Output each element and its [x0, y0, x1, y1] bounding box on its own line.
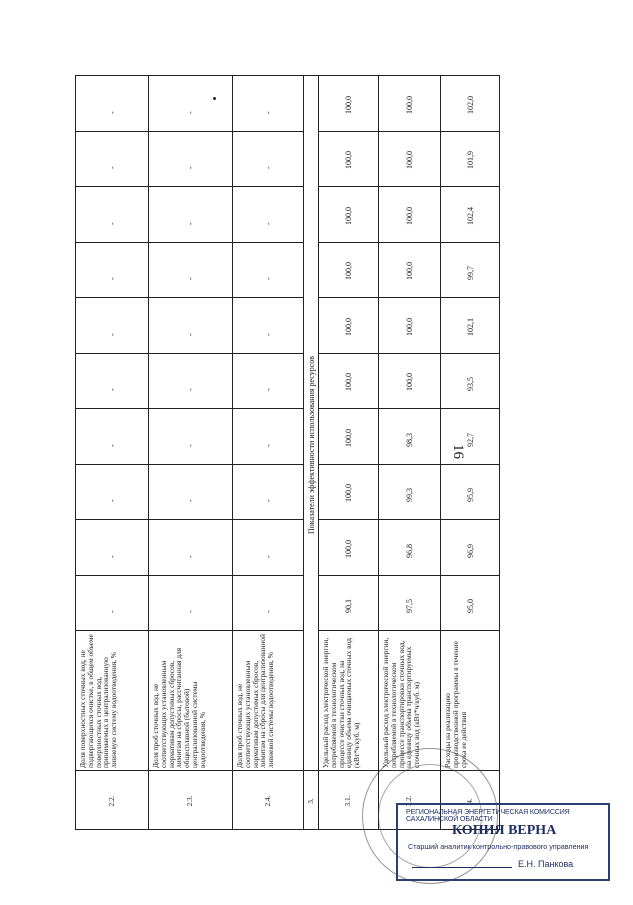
page-number: 16 — [450, 444, 466, 459]
value: - — [263, 444, 273, 447]
value: 100,0 — [405, 317, 414, 336]
stamp-organization: РЕГИОНАЛЬНАЯ ЭНЕРГЕТИЧЕСКАЯ КОМИССИЯ САХАЛИНСКОЙ ОБЛАСТИ — [406, 809, 570, 823]
value: 96,8 — [405, 543, 414, 558]
value: 101,9 — [466, 151, 475, 170]
value: - — [107, 222, 117, 225]
row-number: 2.2. — [106, 795, 116, 807]
value: 100,0 — [344, 151, 353, 170]
value: - — [186, 388, 195, 392]
indicator-name: Доля проб сточных вод, не соответствующих установленным нормативам допустимых сбросов, лимитам на сбросы, рассчитанная для общесплавной (бытовой) централизованной системы водоотведения, % — [151, 647, 207, 768]
indicator-name: Удельный расход электрической энергии, потребляемой в технологическом процессе очистки сточных вод, на единицу объема очищаемых сточных вод (кВт*ч/куб. м) — [321, 637, 362, 768]
value: - — [107, 277, 117, 281]
value: 100,0 — [344, 484, 353, 503]
value: - — [186, 222, 195, 225]
value: 100,0 — [344, 206, 353, 225]
value: 100,0 — [344, 539, 353, 558]
value: - — [186, 111, 195, 114]
table-border — [75, 75, 500, 830]
value: - — [263, 277, 273, 281]
value: - — [186, 333, 195, 336]
value: 102,0 — [466, 95, 475, 114]
value: 102,1 — [466, 317, 475, 336]
value: 99,3 — [405, 488, 414, 503]
value: - — [186, 277, 195, 281]
value: - — [263, 388, 273, 392]
value: - — [107, 610, 117, 614]
value: 95,9 — [466, 488, 475, 503]
row-number: 4. — [465, 798, 474, 804]
value: 100,0 — [405, 262, 414, 281]
row-number: 3.1. — [343, 795, 352, 807]
value: - — [107, 499, 117, 503]
value: 100,0 — [344, 262, 353, 281]
value: - — [263, 555, 273, 558]
value: 92,7 — [466, 432, 475, 447]
indicator-name: Расходы на реализацию производственной программы в течение срока ее действия — [443, 641, 468, 768]
value: - — [107, 111, 117, 114]
value: - — [263, 166, 273, 170]
value: 100,0 — [344, 373, 353, 392]
stamp-position: Старший аналитик контрольно-правового управления — [408, 842, 589, 851]
value: - — [107, 166, 117, 170]
value: 99,7 — [466, 266, 475, 281]
value: - — [107, 333, 117, 336]
value: - — [263, 222, 273, 225]
value: 100,0 — [405, 373, 414, 392]
value: 100,0 — [344, 95, 353, 114]
value: - — [186, 555, 195, 558]
value: - — [186, 166, 195, 170]
value: - — [263, 610, 273, 614]
value: - — [263, 111, 273, 114]
value: 100,0 — [405, 151, 414, 170]
row-number: 2.3. — [185, 795, 194, 807]
value: - — [263, 333, 273, 336]
stamp-signer: Е.Н. Панкова — [518, 859, 574, 869]
value: 100,0 — [405, 95, 414, 114]
indicator-name: Доля поверхностных сточных вод, не подвергающихся очистке, в общем объеме поверхностных сточных вод, принимаемых в централизованную ливневую систему водоотведения, % — [78, 634, 119, 768]
value: 93,5 — [466, 377, 475, 392]
value: - — [263, 499, 273, 503]
row-number: 2.4. — [262, 795, 272, 807]
section-title: Показатели эффективности использования ресурсов — [306, 355, 316, 534]
value: 102,4 — [466, 206, 475, 225]
value: 90,1 — [344, 599, 353, 614]
value: 98,3 — [405, 432, 414, 447]
value: - — [107, 444, 117, 447]
value: - — [186, 444, 195, 447]
indicator-name: Удельный расход электрической энергии, потребляемой в технологическом процессе транспортировки сточных вод, на единицу объема транспортируемых сточных вод (кВт*ч/куб. м) — [381, 637, 422, 768]
value: 100,0 — [405, 206, 414, 225]
value: 95,0 — [466, 599, 475, 614]
value: - — [186, 499, 195, 503]
value: - — [107, 555, 117, 558]
stamp-title: КОПИЯ ВЕРНА — [452, 823, 557, 838]
value: 100,0 — [344, 317, 353, 336]
value: - — [186, 610, 195, 614]
value: - — [107, 388, 117, 392]
indicator-name: Доля проб сточных вод, не соответствующих установленным нормативам допустимых сбросов, лимитам на сбросы для централизованной ливневой системы водоотведения, % — [235, 634, 276, 768]
row-number: 3. — [305, 798, 315, 804]
ink-dot — [213, 97, 216, 100]
row-number: 3.2. — [404, 795, 413, 807]
value: 97,5 — [405, 599, 414, 614]
value: 100,0 — [344, 428, 353, 447]
value: 96,9 — [466, 543, 475, 558]
copy-certified-stamp — [396, 803, 610, 881]
signature-line — [412, 867, 512, 868]
